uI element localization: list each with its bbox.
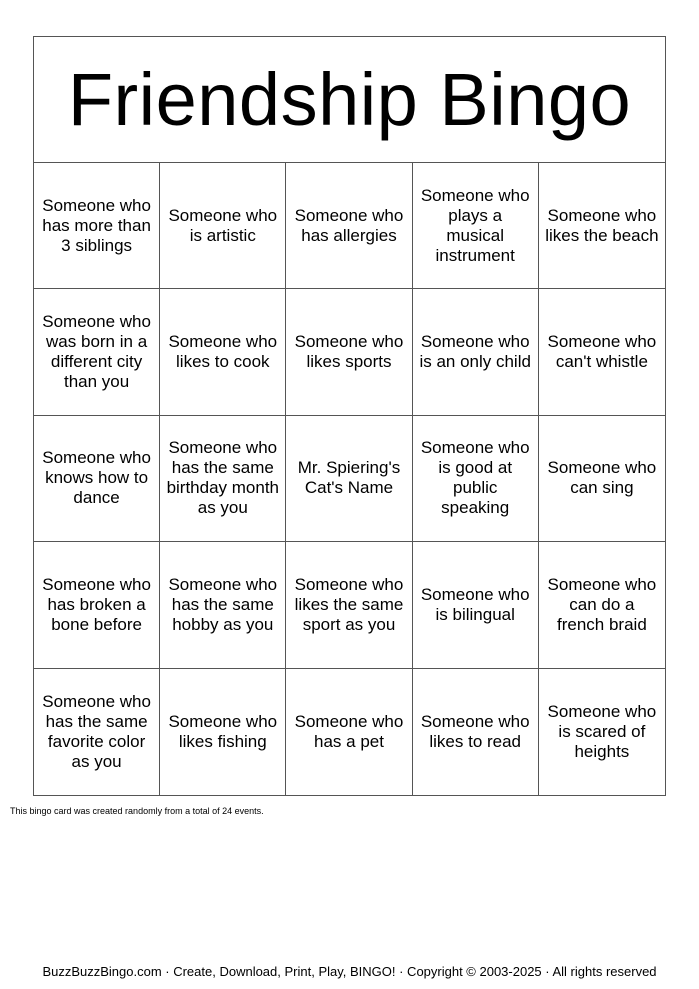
bingo-cell [539,542,665,668]
cell-text: Someone who is bilingual [420,584,530,624]
bingo-card [33,36,666,796]
generation-note: This bingo card was created randomly from a total of 24 events. [10,806,264,816]
bingo-cell [539,289,665,415]
cell-text: Someone who has more than 3 siblings [42,195,151,255]
bingo-cell [286,669,412,795]
bingo-cell [34,669,160,795]
cell-text: Mr. Spiering's Cat's Name [297,458,401,498]
cell-text: Someone who likes fishing [168,711,278,751]
bingo-cell [286,163,412,289]
cell-text: Someone who can't whistle [547,332,657,372]
bingo-cell [539,416,665,542]
cell-text: Someone who can do a french braid [547,574,657,634]
cell-text: Someone who is scared of heights [547,701,657,761]
bingo-cell [286,289,412,415]
bingo-cell [160,163,286,289]
cell-text: Someone who is an only child [419,332,531,372]
cell-text: Someone who has the same birthday month as you [166,438,280,518]
bingo-cell [413,416,539,542]
bingo-cell [413,542,539,668]
card-title: Friendship Bingo [67,57,632,141]
cell-text: Someone who knows how to dance [42,448,151,508]
cell-text: Someone who has the same hobby as you [168,574,278,634]
bingo-cell [160,289,286,415]
cell-text: Someone who likes to cook [168,332,278,372]
bingo-cell [413,669,539,795]
cell-text: Someone who likes to read [420,711,530,751]
cell-text: Someone who likes the same sport as you [294,574,404,634]
bingo-cell [539,669,665,795]
bingo-cell [34,289,160,415]
bingo-cell [34,163,160,289]
bingo-cell [160,416,286,542]
bingo-cell [160,542,286,668]
title-cell [34,37,665,163]
bingo-cell-center [286,416,412,542]
bingo-cell [413,163,539,289]
cell-text: Someone who has a pet [294,711,404,751]
cell-text: Someone who is artistic [168,205,278,245]
cell-text: Someone who likes the beach [545,205,659,245]
bingo-cell [539,163,665,289]
bingo-cell [413,289,539,415]
cell-text: Someone who has broken a bone before [42,574,151,634]
cell-text: Someone who likes sports [294,332,404,372]
page-footer: BuzzBuzzBingo.com · Create, Download, Print, Play, BINGO! · Copyright © 2003-2025 · All rights reserved [42,964,657,979]
cell-text: Someone who has the same favorite color as you [42,691,151,771]
cell-text: Someone who has allergies [294,205,404,245]
bingo-cell [34,416,160,542]
cell-text: Someone who can sing [547,458,657,498]
bingo-grid [34,163,665,795]
bingo-cell [160,669,286,795]
bingo-cell [286,542,412,668]
bingo-cell [34,542,160,668]
cell-text: Someone who was born in a different city than you [42,312,151,392]
cell-text: Someone who plays a musical instrument [420,185,530,265]
cell-text: Someone who is good at public speaking [420,438,530,518]
